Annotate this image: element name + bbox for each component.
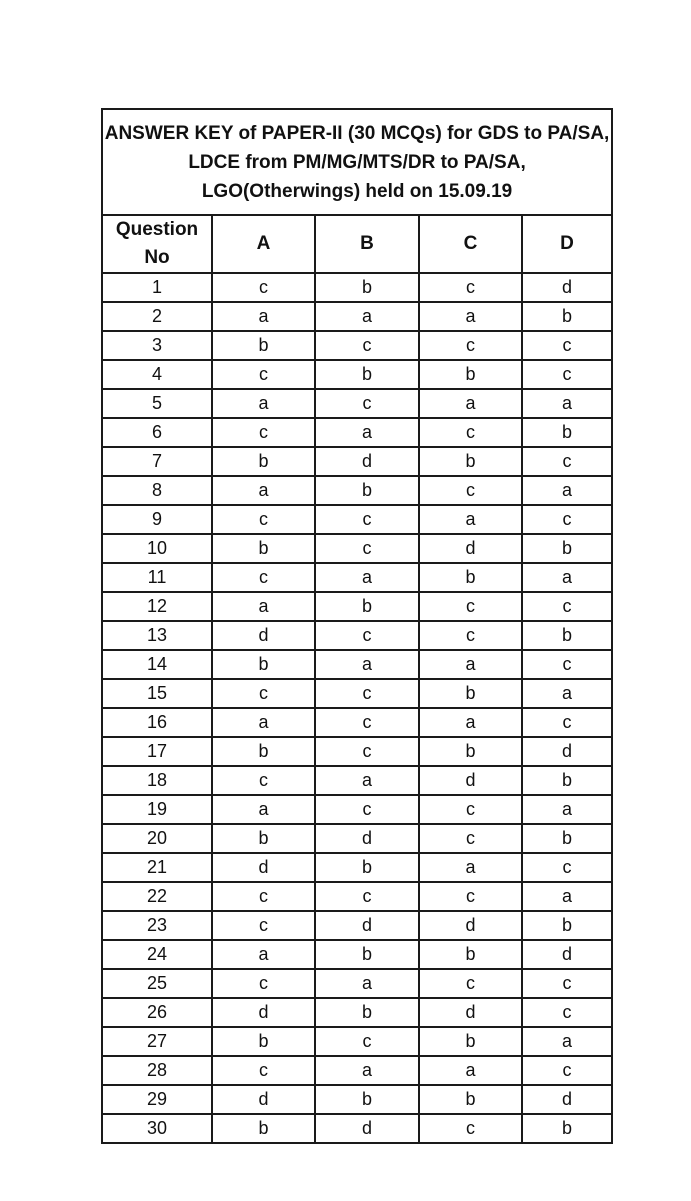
answer-a-cell: a xyxy=(212,476,315,505)
question-number-cell: 2 xyxy=(102,302,212,331)
answer-c-cell: d xyxy=(419,534,522,563)
question-number-cell: 17 xyxy=(102,737,212,766)
answer-b-cell: b xyxy=(315,273,419,302)
question-number-cell: 28 xyxy=(102,1056,212,1085)
table-row xyxy=(102,389,612,418)
answer-c-cell: c xyxy=(419,882,522,911)
answer-d-cell: a xyxy=(522,389,612,418)
table-row xyxy=(102,853,612,882)
question-number-cell: 8 xyxy=(102,476,212,505)
question-number-cell: 21 xyxy=(102,853,212,882)
answer-a-cell: c xyxy=(212,563,315,592)
answer-d-cell: c xyxy=(522,331,612,360)
table-row xyxy=(102,360,612,389)
table-row xyxy=(102,534,612,563)
answer-a-cell: d xyxy=(212,853,315,882)
answer-d-cell: d xyxy=(522,1085,612,1114)
table-row xyxy=(102,882,612,911)
answer-d-cell: a xyxy=(522,476,612,505)
question-number-cell: 24 xyxy=(102,940,212,969)
answer-b-cell: b xyxy=(315,1085,419,1114)
answer-a-cell: c xyxy=(212,911,315,940)
answer-a-cell: b xyxy=(212,447,315,476)
table-row xyxy=(102,998,612,1027)
answer-a-cell: c xyxy=(212,679,315,708)
question-number-cell: 27 xyxy=(102,1027,212,1056)
question-number-cell: 14 xyxy=(102,650,212,679)
answer-b-cell: b xyxy=(315,476,419,505)
answer-a-cell: a xyxy=(212,389,315,418)
answer-d-cell: b xyxy=(522,534,612,563)
answer-d-cell: c xyxy=(522,969,612,998)
answer-a-cell: c xyxy=(212,1056,315,1085)
answer-a-cell: c xyxy=(212,505,315,534)
answer-d-cell: b xyxy=(522,302,612,331)
answer-d-cell: c xyxy=(522,447,612,476)
answer-b-cell: d xyxy=(315,824,419,853)
question-number-cell: 20 xyxy=(102,824,212,853)
table-row xyxy=(102,737,612,766)
question-number-cell: 4 xyxy=(102,360,212,389)
answer-c-cell: c xyxy=(419,795,522,824)
answer-b-cell: c xyxy=(315,737,419,766)
answer-a-cell: d xyxy=(212,1085,315,1114)
answer-a-cell: c xyxy=(212,882,315,911)
title-line-2: LDCE from PM/MG/MTS/DR to PA/SA, xyxy=(188,151,526,173)
table-row xyxy=(102,476,612,505)
question-number-cell: 10 xyxy=(102,534,212,563)
table-row xyxy=(102,331,612,360)
answer-a-cell: b xyxy=(212,824,315,853)
question-number-cell: 25 xyxy=(102,969,212,998)
question-number-cell: 30 xyxy=(102,1114,212,1143)
answer-c-cell: d xyxy=(419,998,522,1027)
answer-d-cell: c xyxy=(522,592,612,621)
answer-c-cell: b xyxy=(419,737,522,766)
table-row xyxy=(102,563,612,592)
question-number-cell: 16 xyxy=(102,708,212,737)
answer-a-cell: c xyxy=(212,766,315,795)
header-c: C xyxy=(419,215,522,273)
answer-key-table xyxy=(101,108,613,1144)
answer-b-cell: a xyxy=(315,302,419,331)
answer-c-cell: b xyxy=(419,563,522,592)
answer-b-cell: c xyxy=(315,621,419,650)
table-row xyxy=(102,1085,612,1114)
answer-d-cell: a xyxy=(522,882,612,911)
answer-b-cell: c xyxy=(315,505,419,534)
answer-c-cell: c xyxy=(419,273,522,302)
answer-b-cell: a xyxy=(315,766,419,795)
answer-c-cell: c xyxy=(419,824,522,853)
answer-b-cell: b xyxy=(315,998,419,1027)
table-row xyxy=(102,418,612,447)
table-row xyxy=(102,911,612,940)
question-number-cell: 12 xyxy=(102,592,212,621)
answer-a-cell: b xyxy=(212,534,315,563)
answer-d-cell: c xyxy=(522,853,612,882)
question-number-cell: 22 xyxy=(102,882,212,911)
table-row xyxy=(102,1027,612,1056)
answer-c-cell: c xyxy=(419,969,522,998)
answer-a-cell: b xyxy=(212,737,315,766)
question-number-cell: 18 xyxy=(102,766,212,795)
question-number-cell: 6 xyxy=(102,418,212,447)
answer-d-cell: c xyxy=(522,650,612,679)
question-number-cell: 15 xyxy=(102,679,212,708)
answer-b-cell: d xyxy=(315,1114,419,1143)
question-number-cell: 1 xyxy=(102,273,212,302)
answer-c-cell: d xyxy=(419,766,522,795)
answer-d-cell: b xyxy=(522,621,612,650)
answer-d-cell: c xyxy=(522,998,612,1027)
answer-c-cell: b xyxy=(419,1027,522,1056)
answer-d-cell: d xyxy=(522,737,612,766)
header-a: A xyxy=(212,215,315,273)
answer-a-cell: b xyxy=(212,1114,315,1143)
table-row xyxy=(102,824,612,853)
answer-a-cell: a xyxy=(212,795,315,824)
header-d: D xyxy=(522,215,612,273)
answer-b-cell: d xyxy=(315,911,419,940)
answer-d-cell: b xyxy=(522,1114,612,1143)
answer-key-sheet xyxy=(101,108,611,1144)
answer-c-cell: b xyxy=(419,940,522,969)
table-row xyxy=(102,621,612,650)
table-row xyxy=(102,969,612,998)
table-row xyxy=(102,940,612,969)
answer-b-cell: a xyxy=(315,418,419,447)
question-number-cell: 5 xyxy=(102,389,212,418)
answer-c-cell: b xyxy=(419,679,522,708)
table-row xyxy=(102,708,612,737)
answer-d-cell: a xyxy=(522,679,612,708)
header-question-no: Question No xyxy=(102,215,212,273)
table-row xyxy=(102,592,612,621)
question-number-cell: 23 xyxy=(102,911,212,940)
answer-b-cell: c xyxy=(315,708,419,737)
page-title xyxy=(102,109,612,215)
answer-b-cell: a xyxy=(315,969,419,998)
answer-c-cell: a xyxy=(419,302,522,331)
answer-a-cell: c xyxy=(212,360,315,389)
answer-a-cell: a xyxy=(212,708,315,737)
header-row xyxy=(102,215,612,273)
table-row xyxy=(102,650,612,679)
answer-b-cell: b xyxy=(315,592,419,621)
answer-d-cell: c xyxy=(522,708,612,737)
answer-d-cell: d xyxy=(522,940,612,969)
question-number-cell: 13 xyxy=(102,621,212,650)
answer-b-cell: c xyxy=(315,679,419,708)
answer-c-cell: c xyxy=(419,1114,522,1143)
header-b: B xyxy=(315,215,419,273)
table-row xyxy=(102,1114,612,1143)
answer-c-cell: d xyxy=(419,911,522,940)
question-number-cell: 26 xyxy=(102,998,212,1027)
table-row xyxy=(102,273,612,302)
question-number-cell: 19 xyxy=(102,795,212,824)
answer-d-cell: c xyxy=(522,360,612,389)
answer-c-cell: b xyxy=(419,360,522,389)
answer-b-cell: c xyxy=(315,1027,419,1056)
table-row xyxy=(102,679,612,708)
answer-c-cell: a xyxy=(419,1056,522,1085)
question-number-cell: 29 xyxy=(102,1085,212,1114)
question-number-cell: 7 xyxy=(102,447,212,476)
answer-b-cell: b xyxy=(315,940,419,969)
answer-d-cell: a xyxy=(522,1027,612,1056)
answer-d-cell: c xyxy=(522,505,612,534)
question-number-cell: 3 xyxy=(102,331,212,360)
title-row xyxy=(102,109,612,215)
answer-b-cell: a xyxy=(315,650,419,679)
title-line-1: ANSWER KEY of PAPER-II (30 MCQs) for GDS to PA/SA, xyxy=(104,122,610,144)
answer-c-cell: a xyxy=(419,650,522,679)
answer-b-cell: c xyxy=(315,534,419,563)
answer-b-cell: a xyxy=(315,563,419,592)
answer-d-cell: d xyxy=(522,273,612,302)
answer-d-cell: c xyxy=(522,1056,612,1085)
answer-c-cell: b xyxy=(419,447,522,476)
answer-a-cell: d xyxy=(212,621,315,650)
answer-b-cell: d xyxy=(315,447,419,476)
answer-a-cell: c xyxy=(212,418,315,447)
answer-d-cell: b xyxy=(522,824,612,853)
answer-a-cell: b xyxy=(212,1027,315,1056)
answer-a-cell: a xyxy=(212,592,315,621)
answer-a-cell: b xyxy=(212,331,315,360)
question-number-cell: 11 xyxy=(102,563,212,592)
answer-d-cell: b xyxy=(522,766,612,795)
answer-a-cell: a xyxy=(212,940,315,969)
answer-d-cell: b xyxy=(522,911,612,940)
answer-c-cell: a xyxy=(419,708,522,737)
answer-c-cell: b xyxy=(419,1085,522,1114)
answer-c-cell: c xyxy=(419,621,522,650)
answer-c-cell: c xyxy=(419,476,522,505)
answer-a-cell: c xyxy=(212,273,315,302)
answer-d-cell: a xyxy=(522,563,612,592)
answer-a-cell: d xyxy=(212,998,315,1027)
answer-c-cell: a xyxy=(419,389,522,418)
answer-c-cell: c xyxy=(419,418,522,447)
answer-b-cell: c xyxy=(315,331,419,360)
answer-c-cell: a xyxy=(419,505,522,534)
table-row xyxy=(102,766,612,795)
answer-c-cell: a xyxy=(419,853,522,882)
answer-b-cell: b xyxy=(315,360,419,389)
table-row xyxy=(102,302,612,331)
question-number-cell: 9 xyxy=(102,505,212,534)
answer-c-cell: c xyxy=(419,592,522,621)
answer-a-cell: b xyxy=(212,650,315,679)
answer-b-cell: a xyxy=(315,1056,419,1085)
answer-d-cell: a xyxy=(522,795,612,824)
answer-b-cell: b xyxy=(315,853,419,882)
answer-b-cell: c xyxy=(315,795,419,824)
answer-a-cell: a xyxy=(212,302,315,331)
table-row xyxy=(102,1056,612,1085)
answer-a-cell: c xyxy=(212,969,315,998)
answer-b-cell: c xyxy=(315,882,419,911)
answer-c-cell: c xyxy=(419,331,522,360)
table-row xyxy=(102,505,612,534)
table-row xyxy=(102,795,612,824)
table-row xyxy=(102,447,612,476)
title-line-3: LGO(Otherwings) held on 15.09.19 xyxy=(201,180,513,202)
answer-d-cell: b xyxy=(522,418,612,447)
answer-b-cell: c xyxy=(315,389,419,418)
